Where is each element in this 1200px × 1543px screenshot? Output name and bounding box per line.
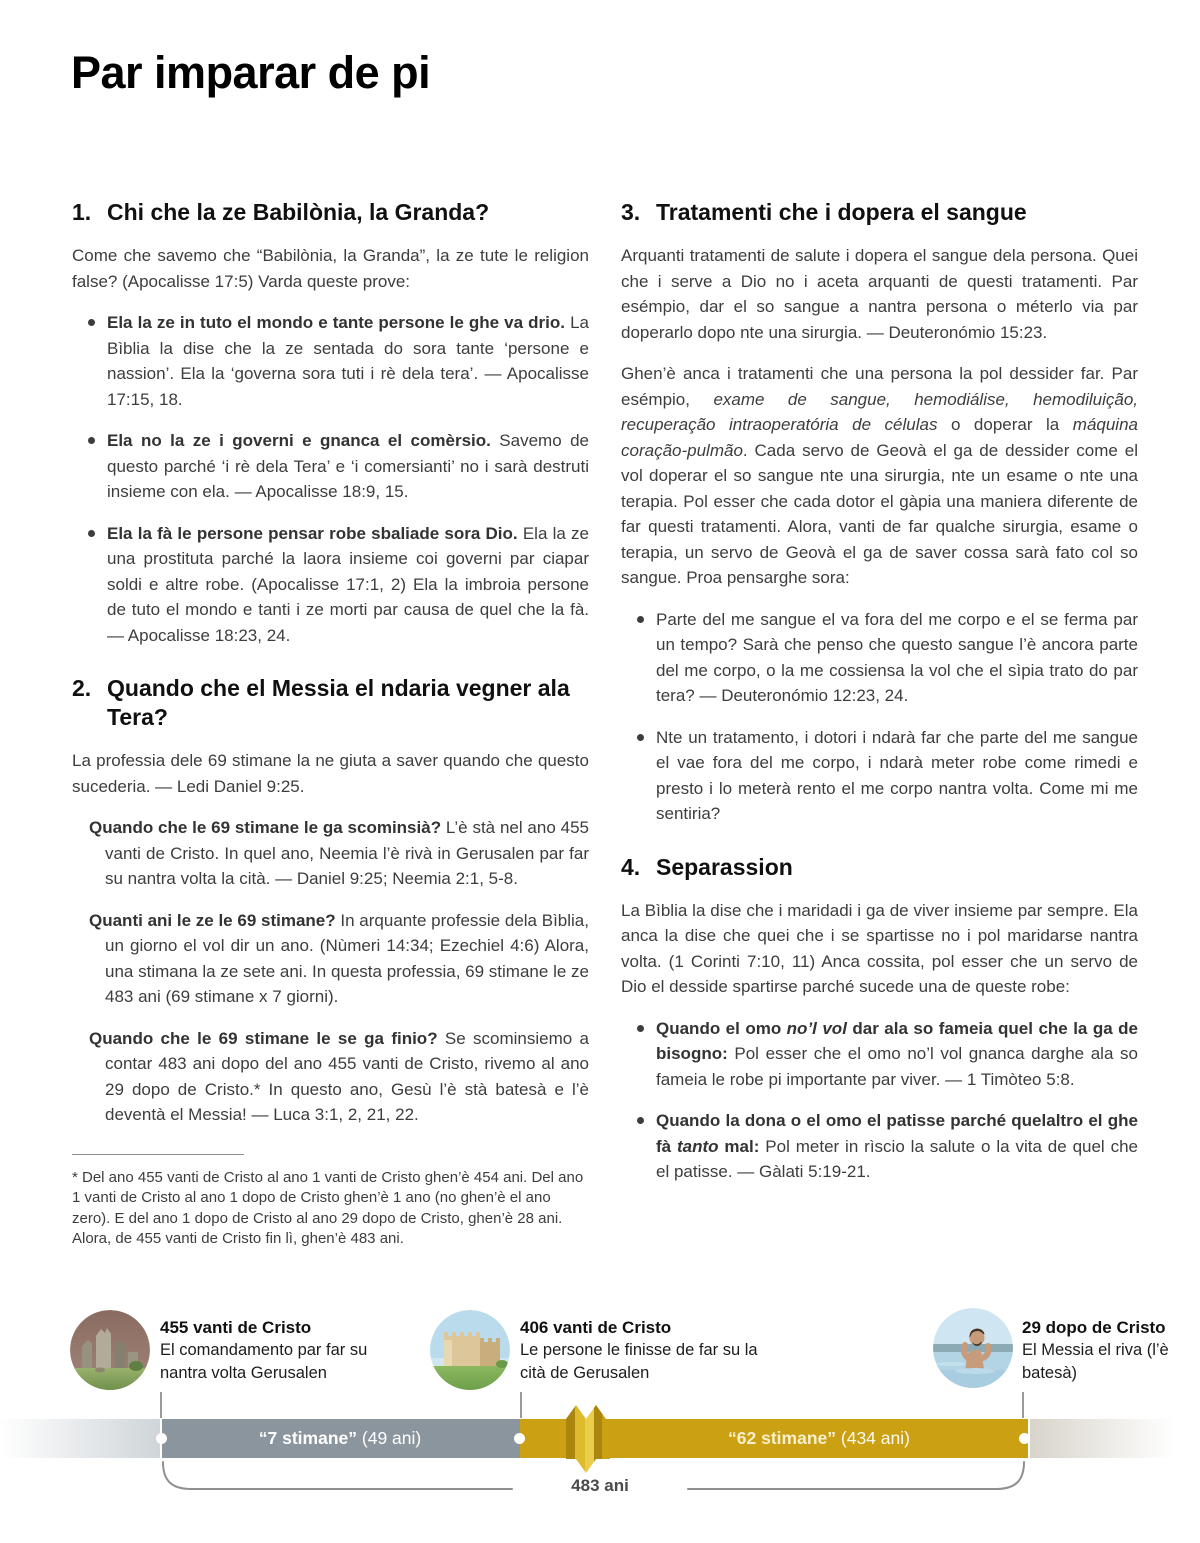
timeline-dot <box>1019 1433 1030 1444</box>
bar-label-bold: “7 stimane” <box>258 1428 358 1448</box>
event-year: 455 vanti de Cristo <box>160 1318 312 1337</box>
timeline-dot <box>156 1433 167 1444</box>
question-lead: Quando che le 69 stimane le ga scominsià? <box>89 818 442 837</box>
page-title: Par imparar de pi <box>71 47 431 98</box>
section-number: 2. <box>72 675 92 701</box>
event-description: El comandamento par far su nantra volta Gerusalen <box>160 1341 368 1382</box>
section-3-paragraph-2 <box>621 361 1138 591</box>
bar-label-rest: (49 ani) <box>357 1428 422 1448</box>
lead-italic: tanto <box>677 1136 719 1156</box>
section-3-bullet-list <box>621 607 1138 827</box>
section-3-paragraph-1: Arquanti tratamenti de salute i dopera el sangue dela persona. Quei che i serve a Dio no i aceta arquanti de questi tratamenti. Par esémpio, dar el so sangue a nantra persona o méterlo via par doperarlo dopo nte una sirurgia. — Deuteronómio 15:23. <box>621 246 1138 342</box>
event-description: Le persone le finisse de far su la cità de Gerusalen <box>520 1341 758 1382</box>
bullet-text: La Bìblia la dise che la ze sentada do sora tante ‘persone e nassion’. Ela la ‘governa sora tuti i rè dela tera’. — Apocalisse 17:15, 18. <box>107 313 589 409</box>
footnote-divider <box>72 1154 244 1155</box>
jesus-baptism-image <box>933 1308 1013 1388</box>
lead-segment: mal: <box>718 1136 760 1156</box>
bullet-text: Ela la ze una prostituta parché la laora insieme coi governi par ciapar soldi e altre robe. (Apocalisse 17:1, 2) Ela la imbroia persone de tuto el mondo e tanti i ze morti par causa de quel che la fà. — Apocalisse 18:23, 24. <box>107 523 590 645</box>
timeline-bar-right-fade <box>1028 1419 1200 1458</box>
bullet-text: Savemo de questo parché ‘i rè dela Tera’ e ‘i comersianti’ no i sarà destruti insieme con ela. — Apocalisse 18:9, 15. <box>107 431 589 501</box>
total-years-label: 483 ani <box>571 1476 629 1495</box>
question-lead: Quando che le 69 stimane le se ga finio? <box>89 1028 438 1048</box>
city-walls-illustration <box>430 1310 510 1390</box>
timeline-event-455 <box>160 1316 410 1384</box>
lead-segment: Quando el omo <box>656 1018 787 1038</box>
text-segment: Ghen’è anca i tratamenti che una persona la pol dessider far. Par esémpio, <box>621 364 1138 409</box>
section-2-heading <box>72 674 589 732</box>
list-item: Nte un tratamento, i dotori i ndarà far che parte del me sangue el vae fora del me corpo, i ndarà meter robe come rimedi e presto i lo meterà rento el me corpo nantra volta. Come mi me sentiria? <box>621 725 1138 827</box>
section-4-bullet-list <box>621 1016 1138 1185</box>
jerusalem-ruins-image <box>70 1310 150 1390</box>
event-year: 29 dopo de Cristo <box>1022 1318 1166 1337</box>
bullet-lead: Ela la ze in tuto el mondo e tante persone le ghe va drio. <box>107 313 565 332</box>
bar-label-62-weeks <box>610 1419 1028 1458</box>
section-4-intro: La Bìblia la dise che i maridadi i ga de viver insieme par sempre. Ela anca la dise che quei che i se spartisse no i pol maridarse nantra volta. (1 Corinti 7:10, 11) Anca cossita, pol esser che un servo de Dio el desside spartirse parché sucede una de queste robe: <box>621 900 1138 996</box>
list-item <box>72 521 589 649</box>
section-1-bullet-list <box>72 310 589 648</box>
section-number: 3. <box>621 199 641 225</box>
list-item <box>621 1108 1138 1185</box>
timeline-dot <box>514 1433 525 1444</box>
timeline-event-406 <box>520 1316 770 1384</box>
event-year: 406 vanti de Cristo <box>520 1318 672 1337</box>
italic-medical-terms: exame de sangue, hemodiálise, hemodiluição, recuperação intraoperatória de células <box>621 389 1138 434</box>
list-item <box>72 310 589 412</box>
bar-label-rest: (434 ani) <box>836 1428 910 1448</box>
text-segment: o doperar la <box>937 415 1073 434</box>
timeline-event-29 <box>1022 1316 1192 1384</box>
question-text: L’è stà nel ano 455 vanti de Cristo. In quel ano, Neemia l’è rivà in Gerusalen par far su nantra volta la cità. — Daniel 9:25; Neemia 2:1, 5-8. <box>105 818 589 888</box>
lead-segment: dar ala so fameia quel che la ga de bisogno: <box>656 1018 1138 1063</box>
question-lead: Quanti ani le ze le 69 stimane? <box>89 910 336 930</box>
section-title: Tratamenti che i dopera el sangue <box>656 199 1027 225</box>
section-4-heading <box>621 853 1138 882</box>
timeline-tick <box>520 1392 522 1418</box>
section-1-heading <box>72 198 589 227</box>
lead-segment: Quando la dona o el omo el patisse parché quelaltro el ghe fà <box>656 1111 1138 1156</box>
list-item: Parte del me sangue el va fora del me corpo e el se ferma par un tempo? Sarà che penso che questo sangue l’è ancora parte del me corpo, o la me cossiensa la vol che el sìpia trato do par tera? — Deuteronómio 12:23, 24. <box>621 607 1138 709</box>
list-item <box>72 428 589 505</box>
italic-medical-terms: máquina coração-pulmão <box>621 415 1138 460</box>
section-number: 4. <box>621 853 641 880</box>
timeline-bar-left-fade <box>0 1419 160 1458</box>
bullet-lead: Ela la fà le persone pensar robe sbaliade sora Dio. <box>107 523 518 543</box>
section-title: Separassion <box>656 853 793 880</box>
bullet-lead: Ela no la ze i governi e gnanca el comèrsio. <box>107 431 491 450</box>
question-text: Se scominsiemo a contar 483 ani dopo del ano 455 vanti de Cristo, rivemo al ano 29 dopo de Cristo.* In questo ano, Gesù l’è stà batesà e l’è deventà el Messia! — Luca 3:1, 2, 21, 22. <box>105 1028 589 1124</box>
section-number: 1. <box>72 199 92 225</box>
question-paragraph <box>72 1026 589 1128</box>
ruins-illustration <box>70 1310 150 1390</box>
bullet-text: Pol meter in rìscio la salute o la vita de quel che el patisse. — Gàlati 5:19-21. <box>656 1136 1138 1181</box>
question-paragraph <box>72 908 589 1010</box>
bullet-text: Pol esser che el omo no’l vol gnanca darghe ala so fameia le robe pi importante par viver. — 1 Timòteo 5:8. <box>656 1044 1138 1089</box>
bar-label-bold: “62 stimane” <box>728 1428 837 1448</box>
lead-italic: no’l vol <box>786 1018 847 1038</box>
footnote-text: * Del ano 455 vanti de Cristo al ano 1 vanti de Cristo ghen’è 454 ani. Del ano 1 vanti de Cristo al ano 1 dopo de Cristo ghen’è 1 ano (no ghen’è el ano zero). E del ano 1 dopo de Cristo al ano 29 dopo de Cristo, ghen’è 28 ani. Alora, de 455 vanti de Cristo fin lì, ghen’è 483 ani. <box>72 1168 584 1247</box>
section-title: Quando che el Messia el ndaria vegner ala Tera? <box>107 675 570 730</box>
section-1-intro: Come che savemo che “Babilònia, la Granda”, la ze tute le religion false? (Apocalisse 17:5) Varda queste prove: <box>72 246 589 291</box>
timeline-tick <box>160 1392 162 1418</box>
question-paragraph <box>72 815 589 892</box>
jerusalem-rebuilt-image <box>430 1310 510 1390</box>
list-item <box>621 1016 1138 1093</box>
text-segment: . Cada servo de Geovà el ga de dessider come el vol doperar el so sangue nte una sirurgia, nte un esame o nte una terapia. Pol esser che cada dotor el gàpia una maniera diferente de far questi tratamenti. Alora, vanti de far qualche sirurgia, esame o terapia, un servo de Geovà el ga de saver cossa sarà fato col so sangue. Proa pensarghe sora: <box>621 440 1138 587</box>
baptism-illustration <box>933 1308 1013 1388</box>
two-column-layout <box>72 198 1138 1250</box>
section-title: Chi che la ze Babilònia, la Granda? <box>107 199 490 225</box>
timeline-tick <box>1022 1392 1024 1418</box>
question-text: In arquante professie dela Bìblia, un giorno el vol dir un ano. (Nùmeri 14:34; Ezechiel 4:6) Alora, una stimana la ze sete ani. In questa professia, 69 stimane le ze 483 ani (69 stimane x 7 giorni). <box>105 910 589 1006</box>
section-2-intro: La professia dele 69 stimane la ne giuta a saver quando che questo sucederia. — Ledi Daniel 9:25. <box>72 751 589 796</box>
event-description: El Messia el riva (l’è batesà) <box>1022 1341 1169 1382</box>
left-column <box>72 198 589 1250</box>
right-column <box>621 198 1138 1250</box>
bar-label-7-weeks <box>162 1419 518 1458</box>
timeline-graphic <box>0 1296 1200 1543</box>
section-3-heading <box>621 198 1138 227</box>
